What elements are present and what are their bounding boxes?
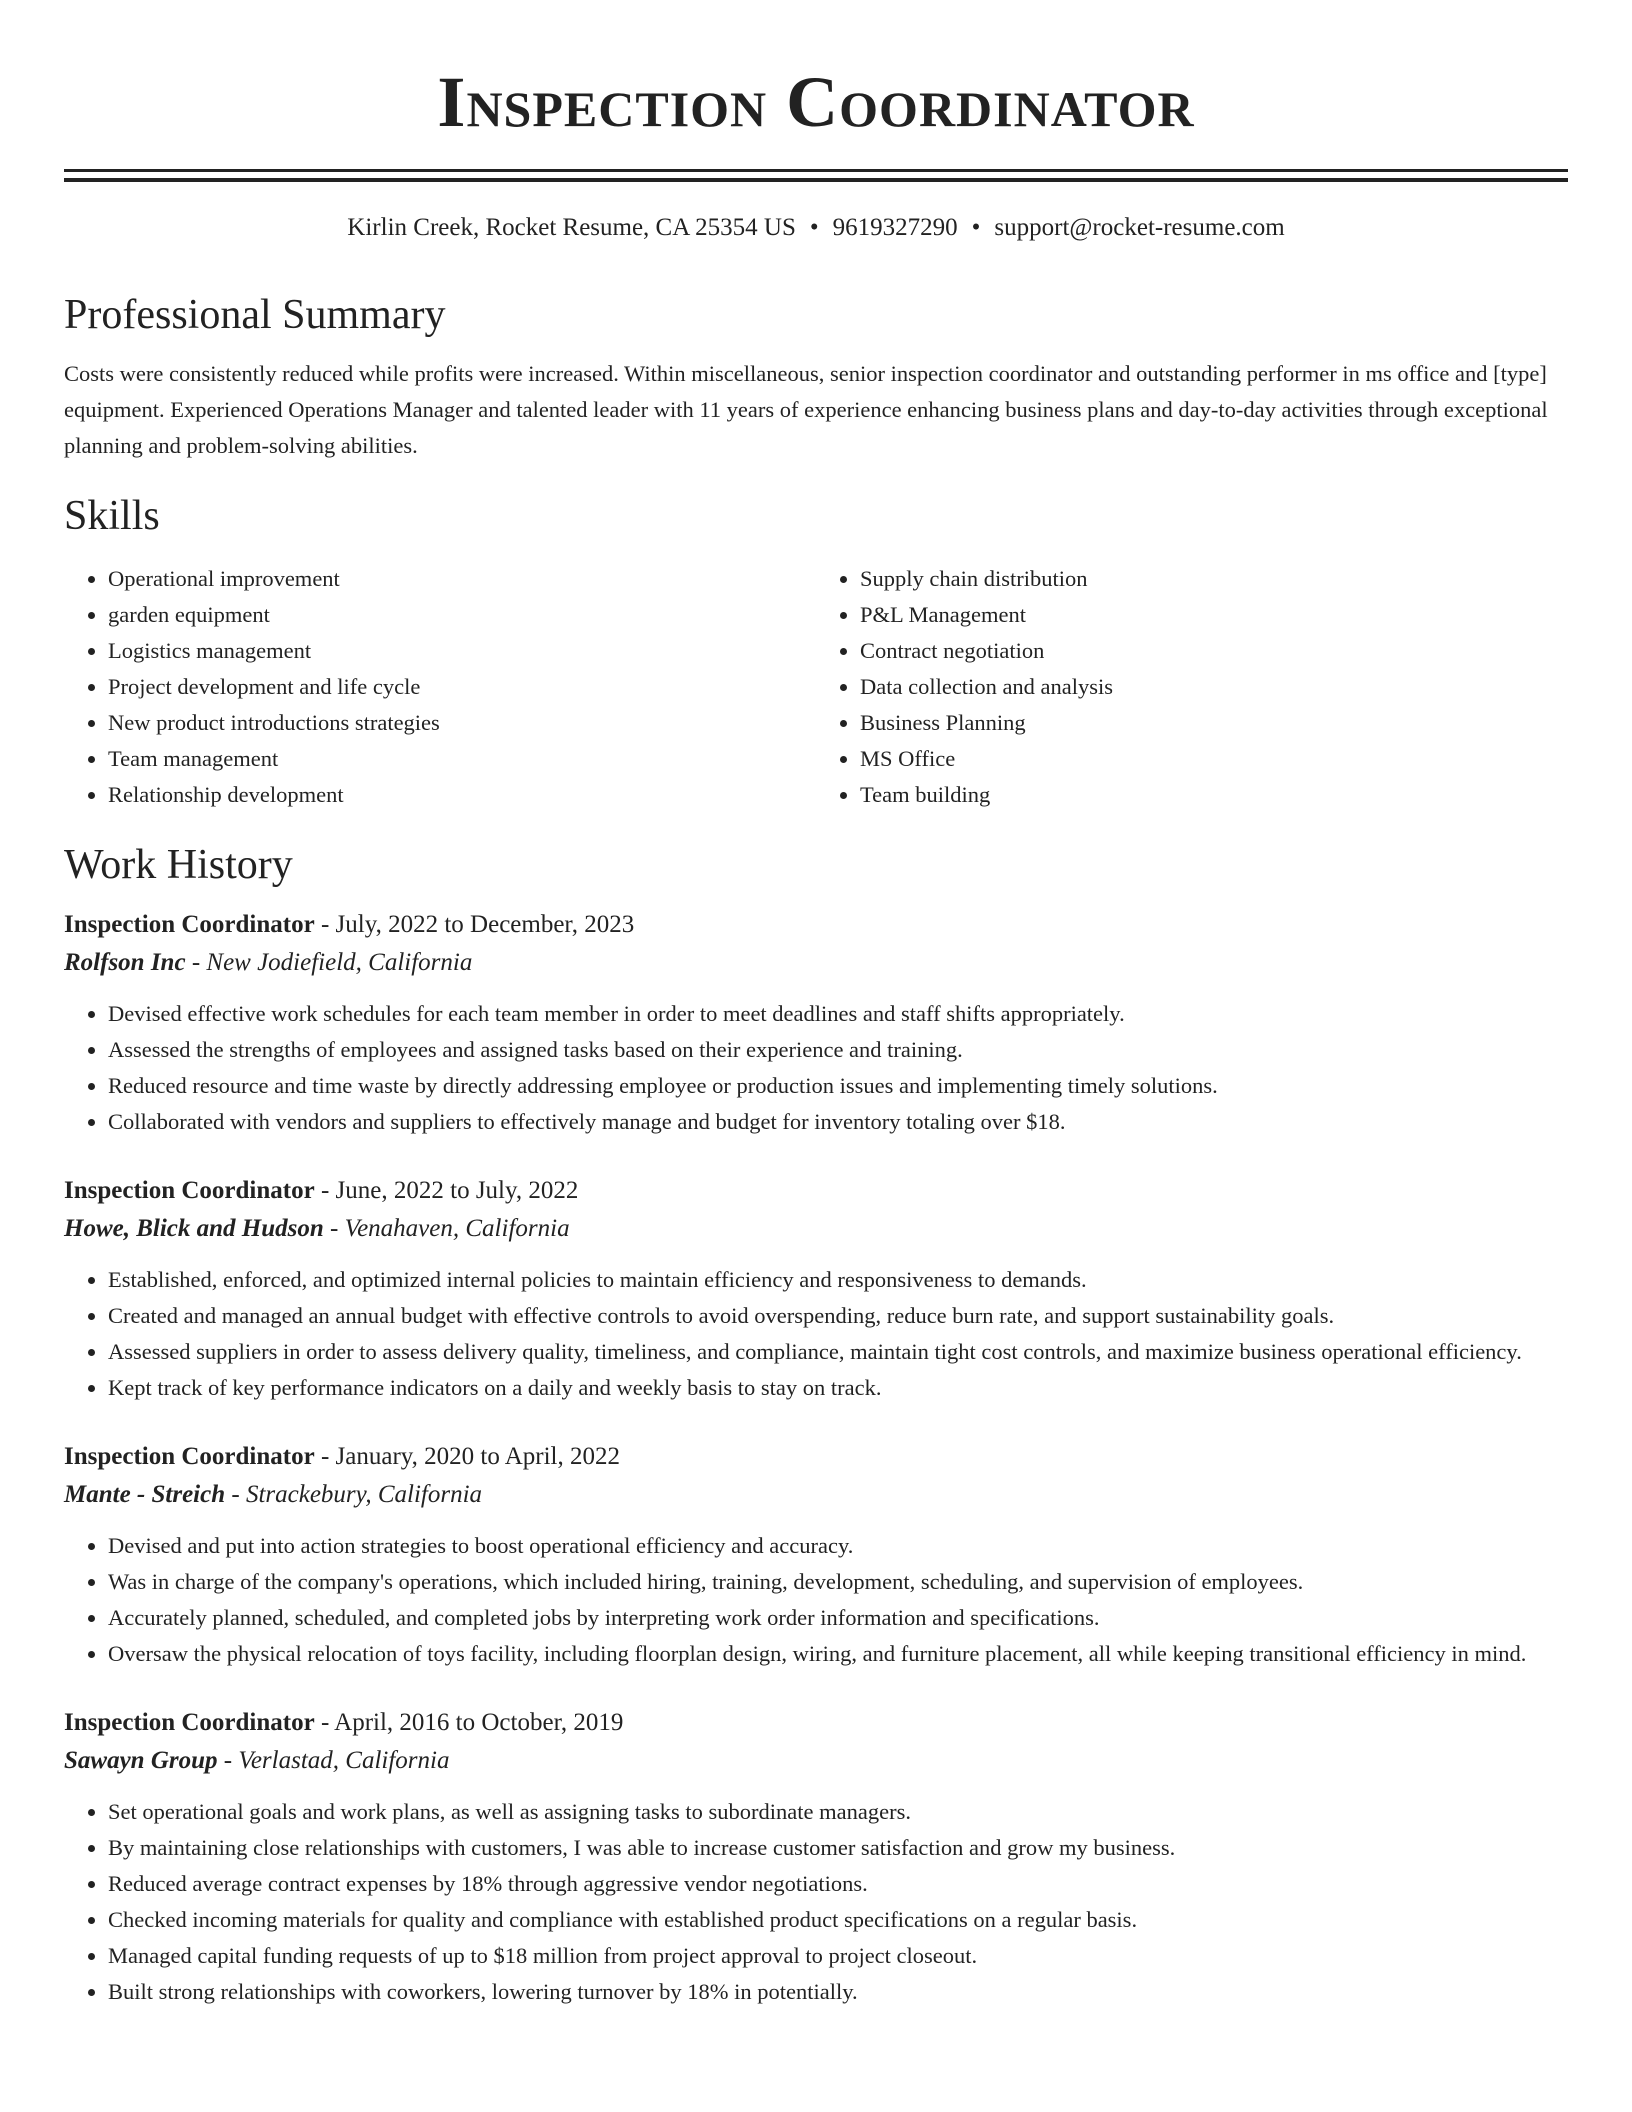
job-bullet: • Devised and put into action strategies to boost operational efficiency and accuracy. xyxy=(108,1528,1568,1564)
job-bullet: • Set operational goals and work plans, as well as assigning tasks to subordinate managers. xyxy=(108,1794,1568,1830)
skills-list xyxy=(64,561,1568,813)
skill-item: • Contract negotiation xyxy=(860,633,1568,669)
skill-item: • P&L Management xyxy=(860,597,1568,633)
job-bullet: • Was in charge of the company's operations, which included hiring, training, development, scheduling, and supervision of employees. xyxy=(108,1564,1568,1600)
skill-item: • Logistics management xyxy=(108,633,816,669)
summary-heading: Professional Summary xyxy=(64,292,446,338)
job-bullet: • Reduced resource and time waste by directly addressing employee or production issues and implementing timely solutions. xyxy=(108,1068,1568,1104)
job-title-line xyxy=(64,1704,1568,1742)
skill-item: • Team building xyxy=(860,777,1568,813)
work-history-list xyxy=(64,906,1568,2010)
job-company-line xyxy=(64,1476,1568,1514)
job-location: - Strackebury, California xyxy=(225,1481,483,1508)
job-entry xyxy=(64,1704,1568,2010)
skills-heading: Skills xyxy=(64,493,160,539)
job-location: - New Jodiefield, California xyxy=(185,949,473,976)
skill-item: • Project development and life cycle xyxy=(108,669,816,705)
job-dates: - January, 2020 to April, 2022 xyxy=(314,1443,621,1470)
contact-address: Kirlin Creek, Rocket Resume, CA 25354 US xyxy=(347,214,796,241)
job-bullets xyxy=(64,996,1568,1140)
job-title: Inspection Coordinator xyxy=(64,1443,315,1470)
job-bullets xyxy=(64,1262,1568,1406)
candidate-name: Inspection Coordinator xyxy=(437,62,1195,142)
skill-item: • Business Planning xyxy=(860,705,1568,741)
work-history-heading: Work History xyxy=(64,842,293,888)
job-bullet: • Kept track of key performance indicators on a daily and weekly basis to stay on track. xyxy=(108,1370,1568,1406)
job-location: - Venahaven, California xyxy=(323,1215,570,1242)
skill-item: • garden equipment xyxy=(108,597,816,633)
skill-item: • MS Office xyxy=(860,741,1568,777)
contact-email: support@rocket-resume.com xyxy=(994,214,1285,241)
job-dates: - April, 2016 to October, 2019 xyxy=(314,1709,624,1736)
job-bullet: • Built strong relationships with coworkers, lowering turnover by 18% in potentially. xyxy=(108,1974,1568,2010)
job-location: - Verlastad, California xyxy=(217,1747,450,1774)
job-bullet: • Established, enforced, and optimized internal policies to maintain efficiency and responsiveness to demands. xyxy=(108,1262,1568,1298)
job-company: Mante - Streich xyxy=(64,1481,226,1508)
skill-item: • Operational improvement xyxy=(108,561,816,597)
job-entry xyxy=(64,906,1568,1140)
header-rule-top xyxy=(64,169,1568,172)
contact-line xyxy=(64,210,1568,246)
job-bullet: • Assessed suppliers in order to assess delivery quality, timeliness, and compliance, maintain tight cost controls, and maximize business operational efficiency. xyxy=(108,1334,1568,1370)
job-title: Inspection Coordinator xyxy=(64,911,315,938)
job-entry xyxy=(64,1172,1568,1406)
job-bullet: • By maintaining close relationships with customers, I was able to increase customer satisfaction and grow my business. xyxy=(108,1830,1568,1866)
job-title-line xyxy=(64,1438,1568,1476)
skill-item: • Data collection and analysis xyxy=(860,669,1568,705)
skill-item: • Team management xyxy=(108,741,816,777)
job-company-line xyxy=(64,1210,1568,1248)
summary-text: Costs were consistently reduced while profits were increased. Within miscellaneous, senior inspection coordinator and outstanding performer in ms office and [type] equipment. Experienced Operations Manager and talented leader with 11 years of experience enhancing business plans and day-to-day activities through exceptional planning and problem-solving abilities. xyxy=(64,361,1548,458)
job-company: Howe, Blick and Hudson xyxy=(64,1215,324,1242)
job-title: Inspection Coordinator xyxy=(64,1177,315,1204)
header-rule-bottom xyxy=(64,178,1568,182)
job-bullet: • Checked incoming materials for quality and compliance with established product specifications on a regular basis. xyxy=(108,1902,1568,1938)
job-title-line xyxy=(64,1172,1568,1210)
skills-column-left xyxy=(64,561,816,813)
job-bullet: • Created and managed an annual budget with effective controls to avoid overspending, reduce burn rate, and support sustainability goals. xyxy=(108,1298,1568,1334)
job-dates: - July, 2022 to December, 2023 xyxy=(314,911,635,938)
job-entry xyxy=(64,1438,1568,1672)
job-bullet: • Oversaw the physical relocation of toys facility, including floorplan design, wiring, and furniture placement, all while keeping transitional efficiency in mind. xyxy=(108,1636,1568,1672)
job-bullet: • Reduced average contract expenses by 18% through aggressive vendor negotiations. xyxy=(108,1866,1568,1902)
job-company: Sawayn Group xyxy=(64,1747,218,1774)
job-bullets xyxy=(64,1794,1568,2010)
job-title-line xyxy=(64,906,1568,944)
job-company-line xyxy=(64,1742,1568,1780)
skill-item: • Relationship development xyxy=(108,777,816,813)
job-company: Rolfson Inc xyxy=(64,949,186,976)
job-dates: - June, 2022 to July, 2022 xyxy=(314,1177,579,1204)
job-title: Inspection Coordinator xyxy=(64,1709,315,1736)
job-bullet: • Devised effective work schedules for each team member in order to meet deadlines and staff shifts appropriately. xyxy=(108,996,1568,1032)
job-bullet: • Assessed the strengths of employees and assigned tasks based on their experience and training. xyxy=(108,1032,1568,1068)
job-company-line xyxy=(64,944,1568,982)
job-bullet: • Accurately planned, scheduled, and completed jobs by interpreting work order information and specifications. xyxy=(108,1600,1568,1636)
contact-separator: • xyxy=(809,214,819,241)
job-bullets xyxy=(64,1528,1568,1672)
skill-item: • Supply chain distribution xyxy=(860,561,1568,597)
skills-column-right xyxy=(816,561,1568,813)
job-bullet: • Managed capital funding requests of up to $18 million from project approval to project closeout. xyxy=(108,1938,1568,1974)
skill-item: • New product introductions strategies xyxy=(108,705,816,741)
job-bullet: • Collaborated with vendors and suppliers to effectively manage and budget for inventory totaling over $18. xyxy=(108,1104,1568,1140)
contact-separator: • xyxy=(971,214,981,241)
contact-phone: 9619327290 xyxy=(832,214,958,241)
